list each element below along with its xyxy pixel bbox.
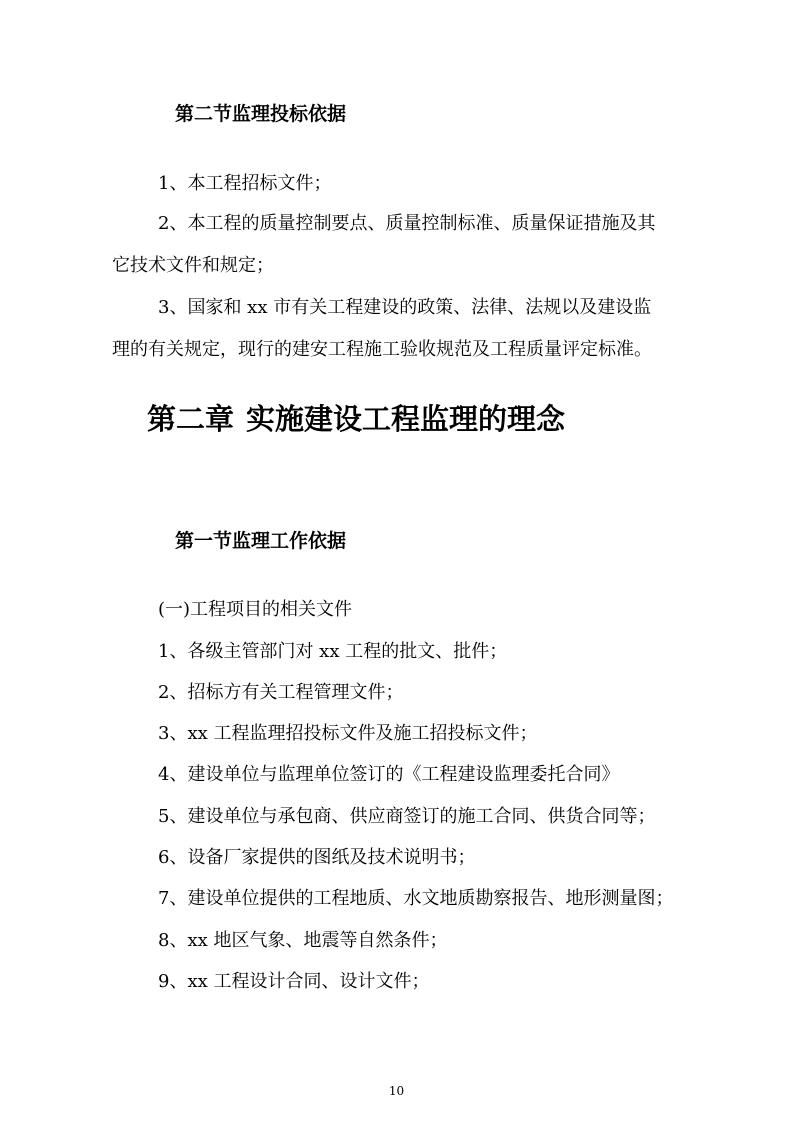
page-number: 10 [388,1084,405,1098]
bidding-basis-item-3-continued: 理的有关规定，现行的建安工程施工验收规范及工程质量评定标准。 [112,339,652,360]
chapter-label: 第二章 [147,402,235,436]
work-basis-item-5: 5、建设单位与承包商、供应商签订的施工合同、供货合同等； [158,806,656,827]
work-basis-item-8: 8、xx 地区气象、地震等自然条件； [158,930,448,951]
work-basis-item-7: 7、建设单位提供的工程地质、水文地质勘察报告、地形测量图； [158,888,674,909]
bidding-basis-item-2: 2、本工程的质量控制要点、质量控制标准、质量保证措施及其 [158,213,656,234]
work-basis-item-6: 6、设备厂家提供的图纸及技术说明书； [158,847,476,868]
section-heading-work-basis: 第一节监理工作依据 [175,530,347,552]
bidding-basis-item-3: 3、国家和 xx 市有关工程建设的政策、法律、法规以及建设监 [158,297,652,318]
work-basis-item-9: 9、xx 工程设计合同、设计文件； [158,971,430,992]
work-basis-item-4: 4、建设单位与监理单位签订的《工程建设监理委托合同》 [158,764,620,785]
bidding-basis-item-1: 1、本工程招标文件； [158,173,332,194]
section-heading-bidding-basis: 第二节监理投标依据 [175,103,347,125]
work-basis-item-2: 2、招标方有关工程管理文件； [158,682,404,703]
work-basis-item-1: 1、各级主管部门对 xx 工程的批文、批件； [158,641,508,662]
work-basis-subheading: (一)工程项目的相关文件 [158,599,353,620]
chapter-heading [147,402,565,436]
work-basis-item-3: 3、xx 工程监理招投标文件及施工招投标文件； [158,723,538,744]
chapter-title: 实施建设工程监理的理念 [246,402,566,436]
bidding-basis-item-2-continued: 它技术文件和规定； [112,255,274,276]
